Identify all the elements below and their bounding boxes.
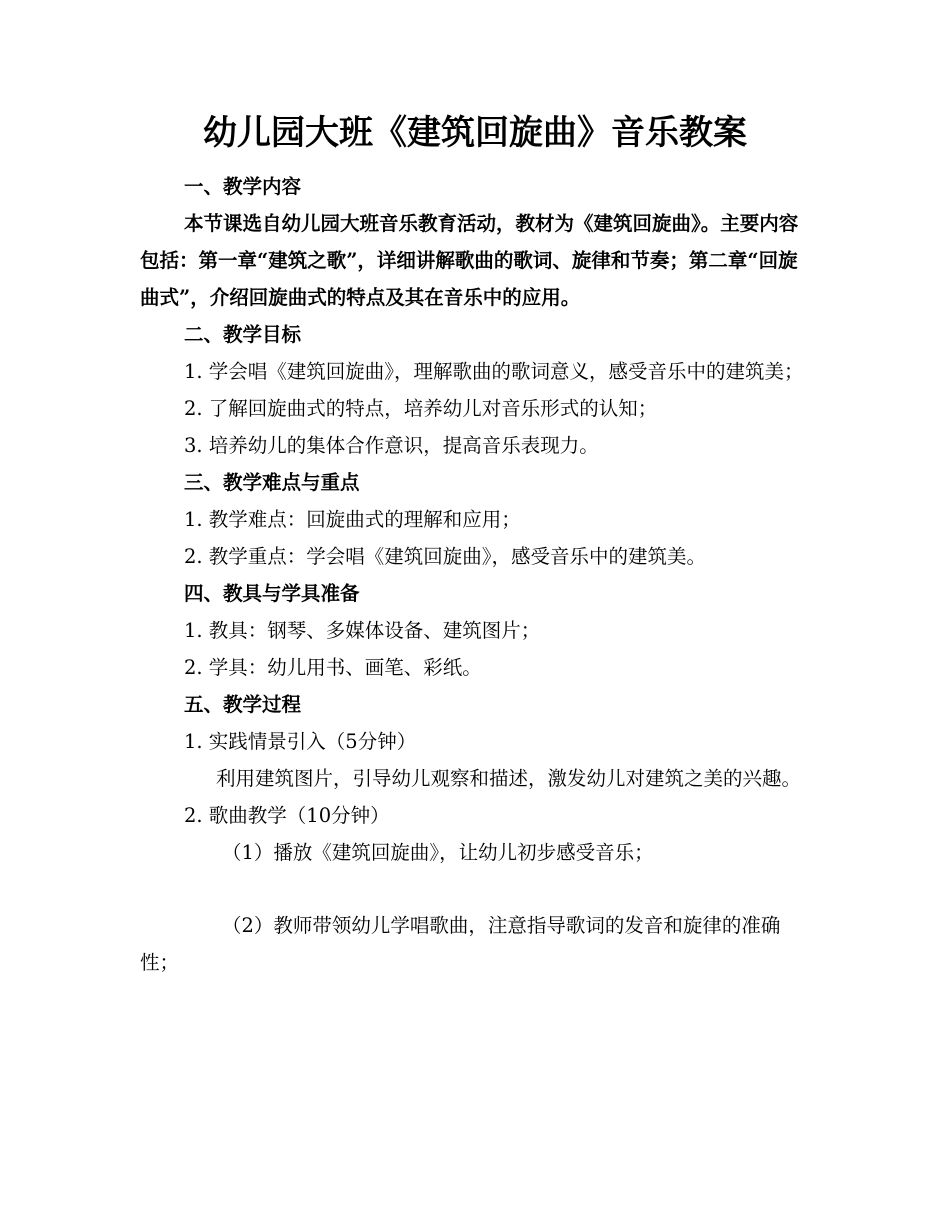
material-item: 1. 教具：钢琴、多媒体设备、建筑图片； <box>184 619 541 642</box>
paragraph-gap <box>140 871 810 907</box>
process-substep: （2）教师带领幼儿学唱歌曲，注意指导歌词的发音和旋律的准确性； <box>140 914 781 974</box>
section-heading-key-points: 三、教学难点与重点 <box>184 471 360 494</box>
section-heading-content: 一、教学内容 <box>184 175 302 198</box>
document-title: 幼儿园大班《建筑回旋曲》音乐教案 <box>203 113 747 153</box>
process-substep: （1）播放《建筑回旋曲》，让幼儿初步感受音乐； <box>222 841 654 864</box>
material-item: 2. 学具：幼儿用书、画笔、彩纸。 <box>184 656 482 679</box>
goal-item: 1. 学会唱《建筑回旋曲》，理解歌曲的歌词意义，感受音乐中的建筑美； <box>184 360 804 383</box>
section-heading-process: 五、教学过程 <box>184 693 302 716</box>
section-heading-materials: 四、教具与学具准备 <box>184 582 360 605</box>
process-step-title: 1. 实践情景引入（5分钟） <box>184 730 417 753</box>
process-step-text: 利用建筑图片，引导幼儿观察和描述，激发幼儿对建筑之美的兴趣。 <box>216 767 802 790</box>
section-paragraph-content: 本节课选自幼儿园大班音乐教育活动，教材为《建筑回旋曲》。主要内容包括：第一章“建筑之歌”，详细讲解歌曲的歌词、旋律和节奏；第二章“回旋曲式”，介绍回旋曲式的特点及其在音乐中的应用。 <box>140 212 799 309</box>
goal-item: 3. 培养幼儿的集体合作意识，提高音乐表现力。 <box>184 434 599 457</box>
key-point-item: 1. 教学难点：回旋曲式的理解和应用； <box>184 508 521 531</box>
document-body <box>140 168 810 981</box>
section-heading-goals: 二、教学目标 <box>184 323 302 346</box>
goal-item: 2. 了解回旋曲式的特点，培养幼儿对音乐形式的认知； <box>184 397 658 420</box>
key-point-item: 2. 教学重点：学会唱《建筑回旋曲》，感受音乐中的建筑美。 <box>184 545 707 568</box>
process-step-title: 2. 歌曲教学（10分钟） <box>184 804 390 827</box>
